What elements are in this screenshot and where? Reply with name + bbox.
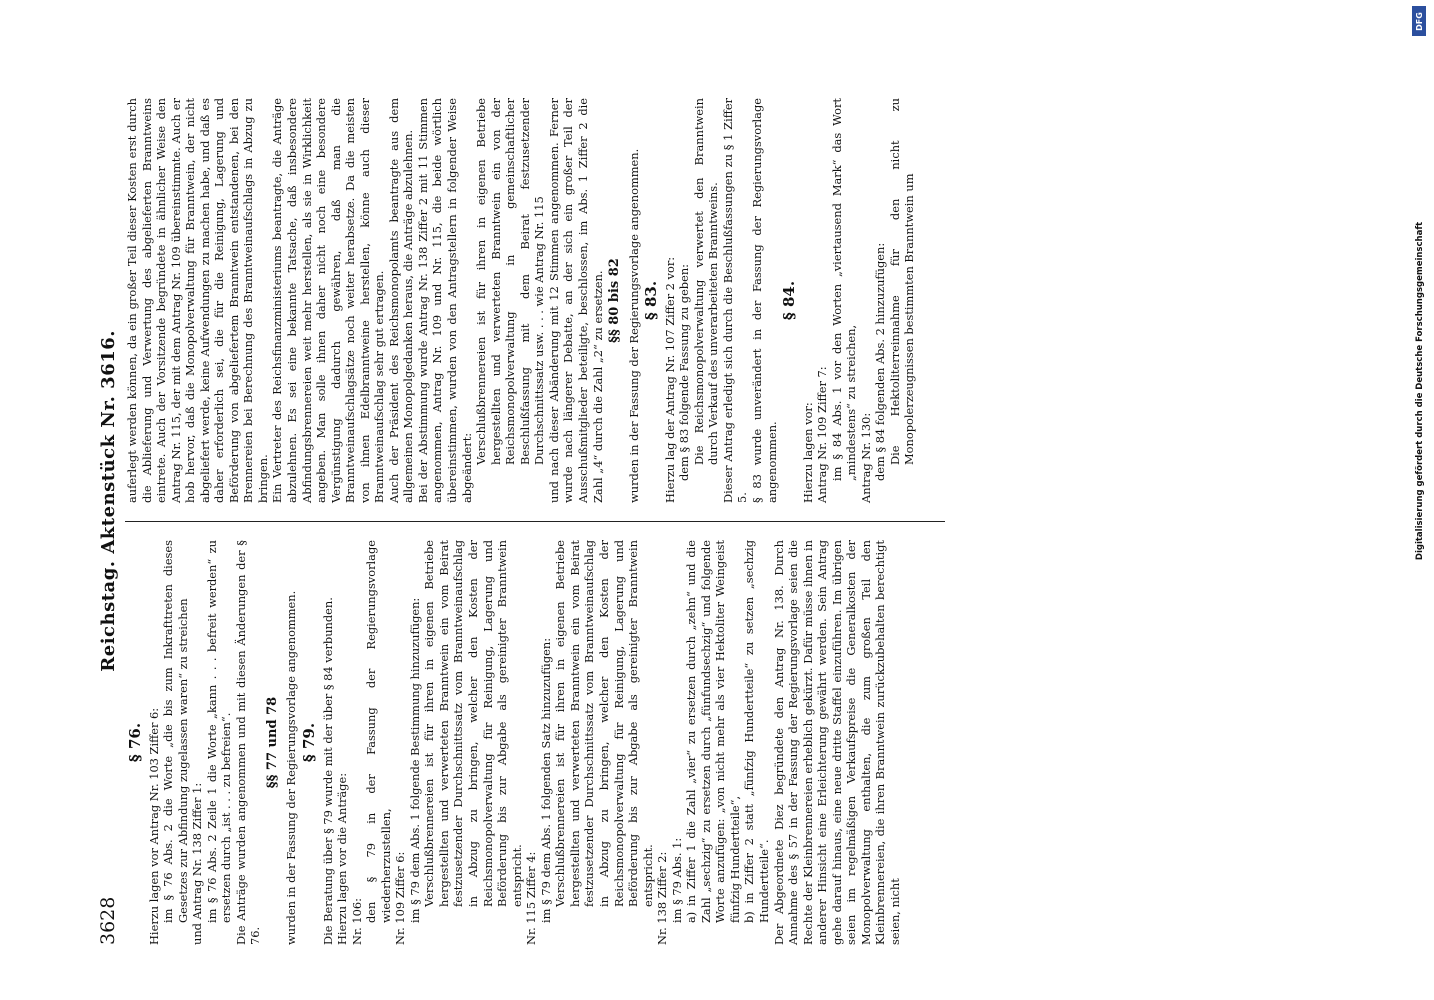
paragraph: Nr. 109 Ziffer 6: xyxy=(393,851,408,945)
column-divider xyxy=(125,521,945,522)
motion-text: im § 76 Abs. 2 Zeile 1 die Worte „kann . . . befreit werden“ zu ersetzen durch „ist . . . zu befreien“. xyxy=(204,540,234,923)
paragraph: Nr. 138 Ziffer 2: xyxy=(655,851,670,945)
paragraph: wurden in der Fassung der Regierungsvorlage angenommen. xyxy=(626,148,641,503)
motion-text: im § 79 Abs. 1: xyxy=(669,837,684,923)
paragraph: § 83 wurde unverändert in der Fassung der Regierungsvorlage angenommen. xyxy=(749,98,779,503)
paragraph: Hierzu lagen vor: xyxy=(800,402,815,503)
quoted-provision: Verschlußbrennereien ist für ihren in eigenen Betriebe hergestellten und verwerteten Branntwein ein vom Beirat festzusetzender Durchschnittssatz vom Branntweinaufschlag in Abzug zu bringen, welcher den Kosten der Reichsmonopolverwaltung für Reinigung, Lagerung und Beförderung bis zur Abgabe als gereinigter Branntwein entspricht. xyxy=(553,540,655,907)
section-heading: § 79. xyxy=(300,722,319,763)
paragraph: Der Abgeordnete Diez begründete den Antrag Nr. 138. Durch Annahme des § 57 in der Fassung der Regierungsvorlage seien die Rechte der Kleinbrennereien erheblich gekürzt. Dafür müsse ihnen in anderer Hinsicht eine Erleichterung gewährt werden. Sein Antrag gehe darauf hinaus, eine neue dritte Staffel einzuführen. Im übrigen seien im regelmäßigen Verkaufspreise die Generalkosten der Monopolverwaltung enthalten, die zum großen Teil den Kleinbrennereien, die ihren Branntwein zurückzubehalten berechtigt seien, nicht xyxy=(771,540,902,945)
paragraph: Hierzu lagen vor Antrag Nr. 103 Ziffer 6: xyxy=(146,707,161,945)
section-heading: § 83. xyxy=(642,280,661,321)
paragraph: Nr. 106: xyxy=(349,898,364,945)
paragraph: Die Anträge wurden angenommen und mit diesen Änderungen der § 76. xyxy=(233,540,263,945)
motion-text: dem § 84 folgenden Abs. 2 hinzuzufügen: xyxy=(873,242,888,481)
paragraph: auferlegt werden können, da ein großer Teil dieser Kosten erst durch die Ablieferung und Verwertung des abgelieferten Branntweins eintrete. Auch der Vorsitzende begründete in ähnlicher Weise den Antrag Nr. 115, der mit dem Antrag Nr. 109 übereinstimmte. Auch er hob hervor, daß die Monopolverwaltung für Branntwein, der nicht abgeliefert werde, keine Aufwendungen zu machen habe, und daß es daher erforderlich sei, die für die Reinigung, Lagerung und Beförderung von abgeliefertem Branntwein entstandenen, bei den Brennereien bei Berechnung des Branntweinaufschlags in Abzug zu bringen. xyxy=(125,98,270,503)
motion-text: dem § 83 folgende Fassung zu geben: xyxy=(677,263,692,481)
document-page xyxy=(85,65,1350,945)
page-title: Reichstag. Aktenstück Nr. 3616. xyxy=(98,329,119,672)
section-heading: §§ 77 und 78 xyxy=(264,696,280,789)
paragraph: und nach dieser Abänderung mit 12 Stimmen angenommen. Ferner wurde nach längerer Debatte, an der sich ein großer Teil der Ausschußmitglieder beteiligte, beschlossen, im Abs. 1 Ziffer 2 die Zahl „4“ durch die Zahl „2“ zu ersetzen. xyxy=(546,98,605,503)
paragraph: Nr. 115 Ziffer 4: xyxy=(524,851,539,945)
running-header xyxy=(85,65,119,945)
quoted-provision: Verschlußbrennereien ist für ihren in eigenen Betriebe hergestellten und verwerteten Branntwein ein vom Beirat festzusetzender Durchschnittssatz vom Branntweinaufschlag in Abzug zu bringen, welcher den Kosten der Reichsmonopolverwaltung für Reinigung, Lagerung und Beförderung bis zur Abgabe als gereinigter Branntwein entspricht. xyxy=(422,540,524,907)
paragraph: Die Beratung über § 79 wurde mit der über § 84 verbunden. xyxy=(320,597,335,945)
text-column-left xyxy=(125,540,902,945)
section-heading: § 76. xyxy=(126,722,144,763)
paragraph: Ein Vertreter des Reichsfinanzministeriums beantragte, die Anträge abzulehnen. Es sei eine bekannte Tatsache, daß insbesondere Abfindungsbrennereien weit mehr herstellen, als sie in Wirklichkeit angeben. Man solle ihnen daher nicht noch eine besondere Vergünstigung dadurch gewähren, daß man die Branntweinaufschlagsätze noch weiter herabsetze. Da die meisten von ihnen Edelbranntweine herstellen, könne auch dieser Branntweinaufschlag sehr gut ertragen. xyxy=(270,98,387,503)
paragraph: Dieser Antrag erledigt sich durch die Beschlußfassungen zu § 1 Ziffer 5. xyxy=(720,98,750,503)
motion-text: im § 76 Abs. 2 die Worte „die bis zum Inkrafttreten dieses Gesetzes zur Abfindung zugelassen waren“ zu streichen xyxy=(161,540,190,923)
paragraph: Bei der Abstimmung wurde Antrag Nr. 138 Ziffer 2 mit 11 Stimmen angenommen, Antrag Nr. 109 und Nr. 115, die beide wörtlich übereinstimmen, wurden von den Antragstellern in folgender Weise abgeändert: xyxy=(415,98,474,503)
motion-text: im § 79 dem Abs. 1 folgenden Satz hinzuzufügen: xyxy=(538,637,553,923)
quoted-provision: Die Reichsmonopolverwaltung verwertet den Branntwein durch Verkauf des unverarbeiteten Branntweins. xyxy=(691,98,721,465)
quoted-provision: Die Hektoliterreinnahme für den nicht zu Monopolerzeugnissen bestimmten Branntwein um xyxy=(887,98,917,465)
motion-text: den § 79 in der Fassung der Regierungsvorlage wiederherzustellen, xyxy=(364,540,393,923)
section-heading: § 84. xyxy=(780,280,799,321)
quoted-provision: Verschlußbrennereien ist für ihren in eigenen Betriebe hergestellten und verwerteten Branntwein ein von der Reichsmonopolverwaltung in gemeinschaftlicher Beschlußfassung mit dem Beirat festzusetzender Durchschnittssatz usw. . . . wie Antrag Nr. 115 xyxy=(474,98,547,465)
digitization-note xyxy=(1410,6,1430,986)
page-number: 3628 xyxy=(97,896,119,945)
paragraph: Antrag Nr. 109 Ziffer 7: xyxy=(815,366,830,503)
paragraph: Hierzu lagen vor die Anträge: xyxy=(335,772,350,945)
motion-text: im § 79 dem Abs. 1 folgende Bestimmung hinzuzufügen: xyxy=(407,597,422,923)
motion-text: a) in Ziffer 1 die Zahl „vier“ zu ersetzen durch „zehn“ und die Zahl „sechzig“ zu ersetzen durch „fünfundsechzig“ und folgende Worte anzufügen: „von nicht mehr als vier Hektoliter Weingeist fünfzig Hundertteile“, xyxy=(684,540,742,923)
paragraph: wurden in der Fassung der Regierungsvorlage angenommen. xyxy=(284,590,299,945)
paragraph: Hierzu lag der Antrag Nr. 107 Ziffer 2 vor: xyxy=(662,256,677,503)
digitization-credit: Digitalisierung gefördert durch die Deutsche Forschungsgemeinschaft xyxy=(1415,221,1425,561)
motion-text: im § 84 Abs. 1 vor den Worten „viertausend Mark“ das Wort „mindestens“ zu streichen, xyxy=(829,98,859,481)
section-heading: §§ 80 bis 82 xyxy=(607,258,623,343)
paragraph: Antrag Nr. 130: xyxy=(858,412,873,503)
paragraph: und Antrag Nr. 138 Ziffer 1: xyxy=(190,782,205,945)
motion-text: b) in Ziffer 2 statt „fünfzig Hundertteile“ zu setzen „sechzig Hundertteile“. xyxy=(742,540,771,923)
paragraph: Auch der Präsident des Reichsmonopolamts beantragte aus dem allgemeinen Monopolgedanken heraus, die Anträge abzulehnen. xyxy=(386,98,416,503)
dfg-logo: DFG xyxy=(1412,6,1426,36)
text-column-right xyxy=(125,98,917,503)
